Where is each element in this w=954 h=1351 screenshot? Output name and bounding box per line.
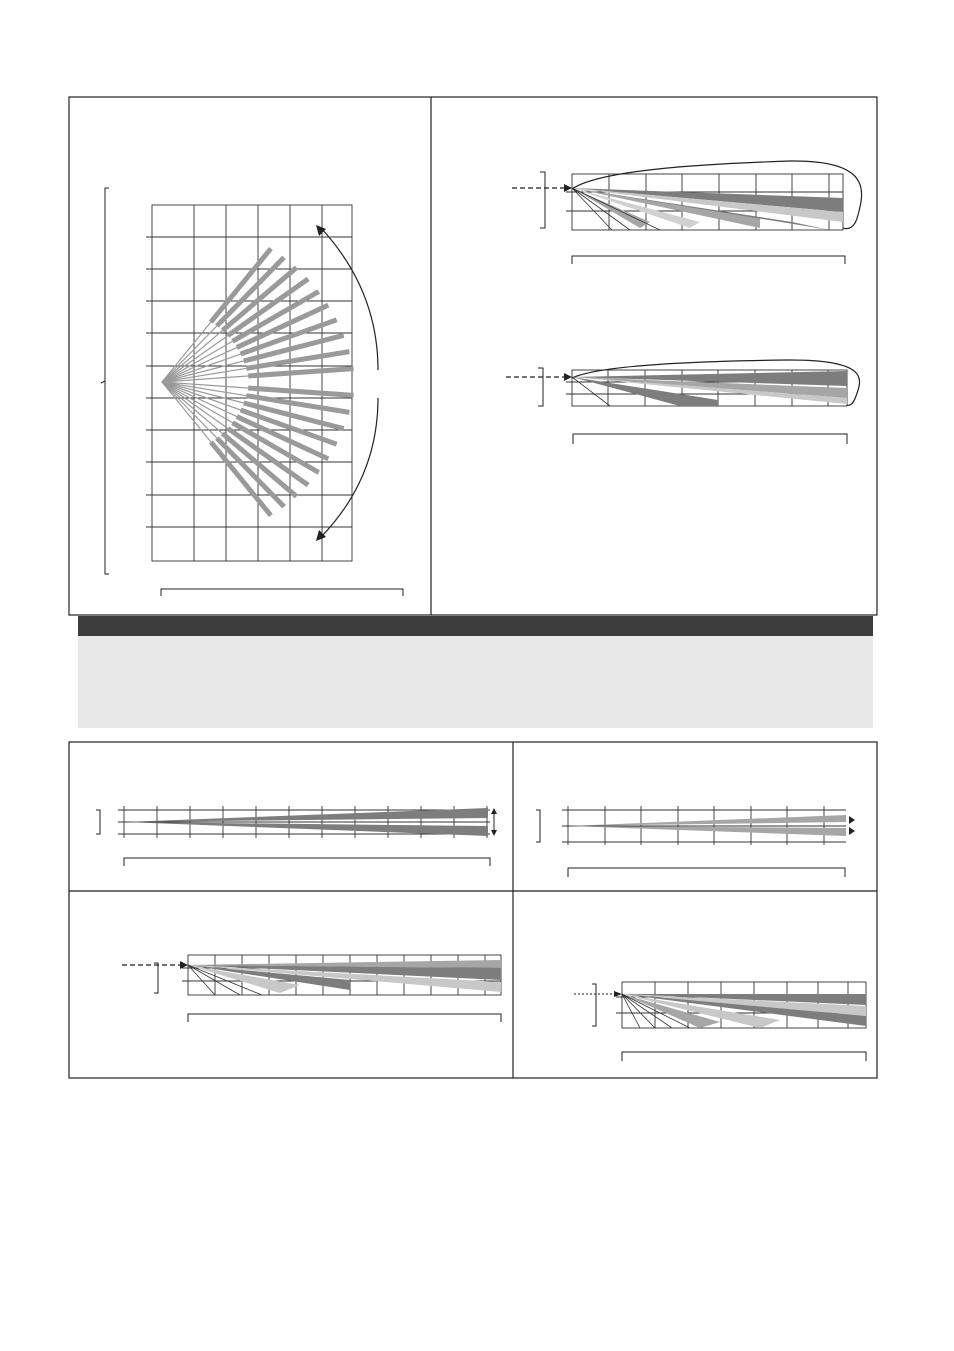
fan-beam-zone-upper-8	[223, 268, 297, 331]
fan-beam-zone-lower-1	[248, 388, 353, 395]
mount-height-bracket-b	[540, 172, 545, 228]
arrow-head-lower	[316, 530, 326, 541]
range-bracket-b	[572, 256, 845, 264]
panel-side-view-long-range	[506, 360, 860, 444]
panel-curtain-side-view	[536, 806, 855, 877]
panel-curtain-top-view	[96, 806, 497, 866]
panel-side-view-short	[574, 982, 866, 1061]
range-bracket-e	[568, 868, 845, 877]
height-bracket-d	[96, 810, 100, 834]
curtain-grid-e	[562, 806, 846, 845]
coverage-arc-lower	[321, 398, 378, 537]
section-banner	[78, 616, 873, 728]
vertical-dimension-bracket	[101, 188, 109, 574]
range-bracket-g	[622, 1052, 866, 1061]
arrow-head-upper	[316, 225, 326, 236]
coverage-arc-upper	[321, 228, 378, 370]
panel-side-view-standard	[512, 161, 862, 264]
range-bracket-d	[124, 858, 490, 866]
fan-beam-zone-upper-1	[248, 369, 353, 376]
panel-top-view-wide-angle	[101, 188, 403, 596]
fan-beam-zone-lower-8	[223, 434, 297, 497]
mount-height-bracket-c	[538, 368, 543, 406]
mount-height-bracket-f	[154, 963, 158, 993]
range-bracket-c	[573, 434, 847, 444]
side-beams-c	[572, 371, 847, 406]
side-beams-b	[572, 188, 843, 230]
mount-height-bracket-g	[592, 984, 596, 1026]
range-bracket-f	[188, 1014, 501, 1022]
panel-side-view-extended	[122, 955, 501, 1022]
height-bracket-e	[536, 810, 540, 842]
horizontal-dimension-bracket	[161, 589, 403, 596]
